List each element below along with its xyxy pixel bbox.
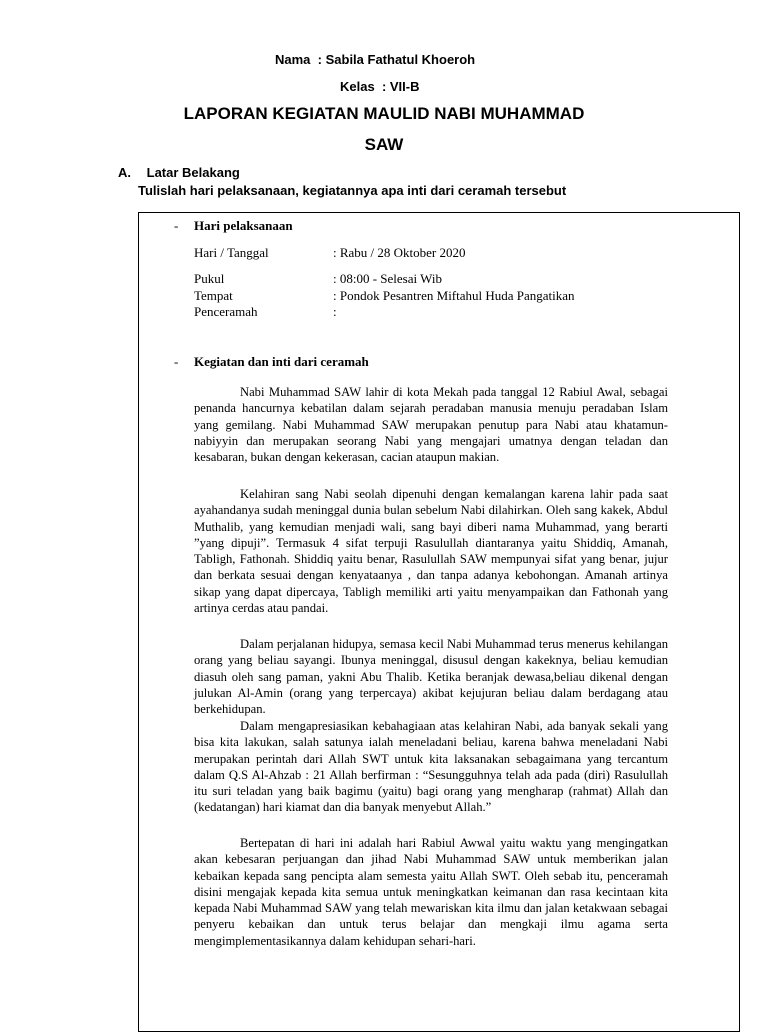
name-value: : Sabila Fathatul Khoeroh — [317, 52, 476, 67]
field-value-tempat: : Pondok Pesantren Miftahul Huda Pangatikan — [333, 288, 575, 303]
paragraph: Nabi Muhammad SAW lahir di kota Mekah pada tanggal 12 Rabiul Awal, sebagai penanda hancurnya kebatilan dalam sejarah peradaban manusia menuju peradaban Islam yang gemilang. Nabi Muhammad SAW merupakan penutup para Nabi atau khatamun-nabiyyin dan merupakan seorang Nabi yang mengajari umatnya dengan teladan dan kesabaran, bukan dengan kekerasan, cacian ataupun makian. — [194, 385, 668, 465]
item-title-kegiatan: Kegiatan dan inti dari ceramah — [194, 354, 369, 369]
field-label-tempat: Tempat — [194, 288, 233, 303]
class-value: : VII-B — [381, 79, 420, 94]
section-a-heading — [118, 165, 240, 180]
paragraph: Kelahiran sang Nabi seolah dipenuhi dengan kemalangan karena lahir pada saat ayahandanya sudah meninggal dunia bulan sebelum Nabi dilahirkan. Oleh sang kakek, Abdul Muthalib, yang kemudian menjadi wali, sang bayi diberi nama Muhammad, yang berarti ”yang dipuji”. Termasuk 4 sifat terpuji Rasulullah diantaranya yaitu Shiddiq, Amanah, Tabligh, Fathonah. Shiddiq yaitu benar, Rasulullah SAW mempunyai sifat yang benar, jujur dan berkata sesuai dengan kenyataanya , dan tanpa adanya kebohongan. Amanah artinya sikap yang dapat dipercaya, Tabligh memiliki arti yaitu menyampaikan dan Fathonah yang artinya cerdas atau pandai. — [194, 487, 668, 616]
paragraph: Dalam perjalanan hidupya, semasa kecil Nabi Muhammad terus menerus kehilangan orang yang beliau sayangi. Ibunya meninggal, disusul dengan kakeknya, beliau kemudian diasuh oleh sang paman, yakni Abu Thalib. Ketika beranjak dewasa,beliau dikenal dengan julukan Al-Amin (orang yang terpercaya) akibat kejujuran beliau dalam berdagang atau berkehidupan. — [194, 637, 668, 717]
student-name-line — [275, 52, 475, 67]
field-value-pukul: : 08:00 - Selesai Wib — [333, 271, 443, 286]
paragraph: Bertepatan di hari ini adalah hari Rabiul Awwal yaitu waktu yang mengingatkan akan kebesaran perjuangan dan jihad Nabi Muhammad SAW untuk memberikan jalan kebaikan kepada sang pencipta alam semesta yaitu Allah SWT. Oleh sebab itu, penceramah disini mengajak kepada kita semua untuk meningkatkan keimanan dan rasa kecintaan kita kepada Nabi Muhammad SAW yang telah mewariskan kita ilmu dan jalan ketakwaan sebagai penyeru kebaikan dan untuk terus belajar dan mengkaji ilmu agama serta mengimplementasikannya dalam kehidupan sehari-hari. — [194, 836, 668, 948]
bullet-dash: - — [174, 354, 179, 369]
field-label-tanggal: Hari / Tanggal — [194, 245, 269, 260]
section-title: Latar Belakang — [146, 165, 240, 180]
field-label-pukul: Pukul — [194, 271, 225, 286]
class-line — [340, 79, 420, 94]
paragraph: Dalam mengapresiasikan kebahagiaan atas kelahiran Nabi, ada banyak sekali yang bisa kita lakukan, salah satunya ialah meneladani beliau, karena bahwa meneladani Nabi merupakan perintah dari Allah SWT untuk kita laksanakan sebagaimana yang tercantum dalam Q.S Al-Ahzab : 21 Allah berfirman : “Sesungguhnya telah ada pada (diri) Rasulullah itu suri teladan yang baik bagimu (yaitu) bagi orang yang mengharap (rahmat) Allah dan (kedatangan) hari kiamat dan dia banyak menyebut Allah.” — [194, 719, 668, 815]
report-title-line1: LAPORAN KEGIATAN MAULID NABI MUHAMMAD — [183, 104, 585, 123]
section-marker: A. — [118, 165, 131, 180]
item-title-hari: Hari pelaksanaan — [194, 218, 293, 233]
section-instruction: Tulislah hari pelaksanaan, kegiatannya apa inti dari ceramah tersebut — [138, 183, 567, 198]
field-value-tanggal: : Rabu / 28 Oktober 2020 — [333, 245, 466, 260]
field-label-penceramah: Penceramah — [194, 304, 258, 319]
field-value-penceramah: : — [333, 304, 337, 319]
bullet-dash: - — [174, 218, 179, 233]
report-title-line2: SAW — [364, 135, 404, 154]
class-label: Kelas — [340, 79, 375, 94]
name-label: Nama — [275, 52, 311, 67]
